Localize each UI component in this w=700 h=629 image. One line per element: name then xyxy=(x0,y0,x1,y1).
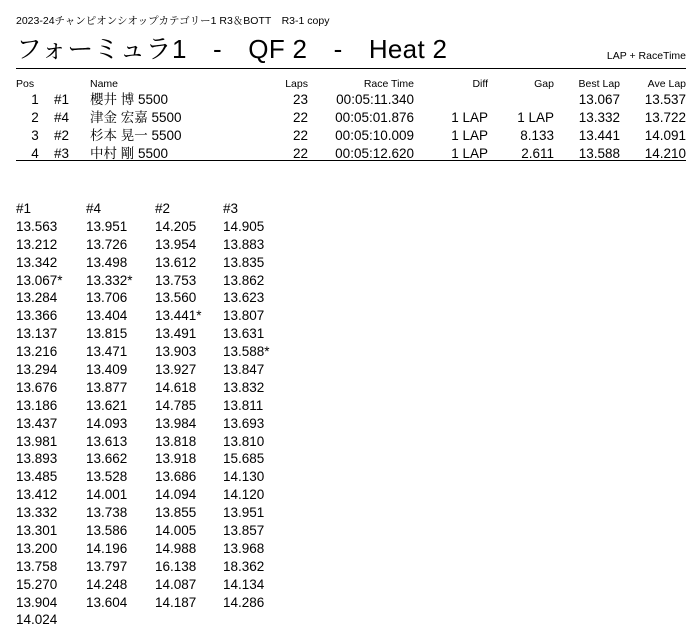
lap-time: 14.087 xyxy=(155,576,197,592)
lap-time: 13.332 xyxy=(16,505,58,521)
lap-column-car: #3 xyxy=(223,201,239,216)
result-laps: 22 xyxy=(292,146,308,161)
lap-time: 13.437 xyxy=(16,415,58,431)
lap-time: 14.785 xyxy=(155,397,197,413)
lap-column xyxy=(155,200,202,611)
lap-time: 14.120 xyxy=(223,487,265,503)
lap-time: 13.613 xyxy=(86,433,128,449)
lap-time: 14.134 xyxy=(223,576,265,592)
lap-time: 13.586 xyxy=(86,523,128,539)
lap-column-car: #1 xyxy=(16,201,32,216)
results-header-row xyxy=(16,78,686,91)
lap-column xyxy=(223,200,270,611)
lap-time: 13.855 xyxy=(155,505,197,521)
lap-time: 13.491 xyxy=(155,326,197,342)
lap-time: 13.903 xyxy=(155,344,197,360)
lap-time: 13.301 xyxy=(16,523,58,539)
result-diff: 1 LAP xyxy=(451,146,488,161)
lap-time: 13.498 xyxy=(86,254,128,270)
result-laps: 23 xyxy=(292,92,308,107)
lap-time: 13.212 xyxy=(16,236,58,252)
header-divider xyxy=(16,68,686,69)
result-gap: 2.611 xyxy=(521,146,554,161)
lap-time: 13.332* xyxy=(86,272,133,288)
result-best-lap: 13.332 xyxy=(578,110,620,125)
result-pos: 1 xyxy=(31,92,39,107)
col-header-laps: Laps xyxy=(285,78,308,90)
result-ave-lap: 14.210 xyxy=(644,146,686,161)
lap-time: 13.981 xyxy=(16,433,58,449)
results-row xyxy=(16,91,686,109)
lap-column-car: #2 xyxy=(155,201,171,216)
col-header-name: Name xyxy=(90,78,119,90)
result-car-number: #4 xyxy=(54,110,70,125)
lap-time: 13.951 xyxy=(223,505,265,521)
result-diff: 1 LAP xyxy=(451,128,488,143)
results-divider xyxy=(16,160,686,161)
lap-time: 13.810 xyxy=(223,433,265,449)
lap-time: 13.441* xyxy=(155,308,202,324)
lap-time: 13.832 xyxy=(223,379,265,395)
lap-time: 13.893 xyxy=(16,451,58,467)
result-ave-lap: 13.722 xyxy=(644,110,686,125)
lap-time: 13.954 xyxy=(155,236,197,252)
result-driver-name: 中村 剛 5500 xyxy=(90,146,169,161)
lap-time: 13.797 xyxy=(86,558,128,574)
lap-time: 13.284 xyxy=(16,290,58,306)
lap-time: 13.883 xyxy=(223,236,265,252)
lap-time: 13.676 xyxy=(16,379,58,395)
lap-time: 13.984 xyxy=(155,415,197,431)
lap-time: 13.862 xyxy=(223,272,265,288)
result-race-time: 00:05:01.876 xyxy=(335,110,414,125)
lap-time: 15.685 xyxy=(223,451,265,467)
lap-time: 13.847 xyxy=(223,362,265,378)
lap-time: 13.857 xyxy=(223,523,265,539)
lap-time: 14.905 xyxy=(223,218,265,234)
lap-time: 13.968 xyxy=(223,540,265,556)
lap-time: 13.662 xyxy=(86,451,128,467)
results-row xyxy=(16,109,686,127)
lap-time: 13.137 xyxy=(16,326,58,342)
lap-time: 13.409 xyxy=(86,362,128,378)
lap-time: 13.753 xyxy=(155,272,197,288)
result-gap: 8.133 xyxy=(520,128,554,143)
lap-time: 13.342 xyxy=(16,254,58,270)
lap-column-car: #4 xyxy=(86,201,102,216)
lap-time: 14.005 xyxy=(155,523,197,539)
result-pos: 2 xyxy=(31,110,39,125)
result-best-lap: 13.067 xyxy=(578,92,620,107)
lap-time: 14.196 xyxy=(86,540,128,556)
lap-time: 13.560 xyxy=(155,290,197,306)
lap-time: 14.093 xyxy=(86,415,128,431)
lap-time: 13.404 xyxy=(86,308,128,324)
result-ave-lap: 14.091 xyxy=(644,128,686,143)
lap-time: 14.001 xyxy=(86,487,128,503)
lap-time: 13.186 xyxy=(16,397,58,413)
result-diff: 1 LAP xyxy=(451,110,488,125)
result-laps: 22 xyxy=(292,110,308,125)
lap-time: 13.471 xyxy=(86,344,128,360)
lap-time: 13.835 xyxy=(223,254,265,270)
lap-time: 14.094 xyxy=(155,487,197,503)
result-driver-name: 杉本 晃一 5500 xyxy=(90,128,182,143)
lap-time: 15.270 xyxy=(16,576,58,592)
page-title: フォーミュラ1 - QF 2 - Heat 2 xyxy=(16,34,448,64)
lap-time: 14.248 xyxy=(86,576,128,592)
lap-time: 14.187 xyxy=(155,594,197,610)
lap-time: 14.130 xyxy=(223,469,265,485)
result-driver-name: 櫻井 博 5500 xyxy=(90,92,169,107)
lap-time: 13.693 xyxy=(223,415,265,431)
lap-time: 14.988 xyxy=(155,540,197,556)
lap-time: 13.621 xyxy=(86,397,128,413)
result-race-time: 00:05:11.340 xyxy=(336,92,414,107)
lap-time: 13.588* xyxy=(223,344,270,360)
lap-time: 13.294 xyxy=(16,362,58,378)
result-car-number: #3 xyxy=(54,146,70,161)
lap-time: 13.612 xyxy=(155,254,197,270)
result-best-lap: 13.588 xyxy=(578,146,620,161)
result-ave-lap: 13.537 xyxy=(644,92,686,107)
lap-time: 13.818 xyxy=(155,433,197,449)
result-gap xyxy=(488,91,554,109)
lap-time: 13.738 xyxy=(86,505,128,521)
lap-column xyxy=(16,200,63,629)
lap-time: 14.024 xyxy=(16,612,58,628)
lap-time: 13.815 xyxy=(86,326,128,342)
col-header-pos: Pos xyxy=(16,78,35,90)
col-header-diff: Diff xyxy=(472,78,488,90)
lap-time: 13.927 xyxy=(155,362,197,378)
col-header-ave-lap: Ave Lap xyxy=(647,78,686,90)
results-row xyxy=(16,127,686,145)
result-best-lap: 13.441 xyxy=(578,128,620,143)
lap-time: 13.623 xyxy=(223,290,265,306)
lap-time: 14.618 xyxy=(155,379,197,395)
lap-time: 14.205 xyxy=(155,218,197,234)
result-race-time: 00:05:12.620 xyxy=(335,146,414,161)
lap-time: 16.138 xyxy=(155,558,197,574)
col-header-gap: Gap xyxy=(534,78,554,90)
event-subtitle: 2023-24チャンピオンシオップカテゴリー1 R3＆BOTT R3-1 copy xyxy=(16,15,330,27)
lap-time: 13.412 xyxy=(16,487,58,503)
report-type-label: LAP + RaceTime xyxy=(606,50,686,62)
lap-time: 13.067* xyxy=(16,272,63,288)
lap-time: 13.807 xyxy=(223,308,265,324)
lap-time: 13.758 xyxy=(16,558,58,574)
lap-time: 13.951 xyxy=(86,218,128,234)
result-car-number: #1 xyxy=(54,92,70,107)
lap-time: 13.726 xyxy=(86,236,128,252)
lap-time: 13.563 xyxy=(16,218,58,234)
lap-time: 13.686 xyxy=(155,469,197,485)
lap-time: 13.877 xyxy=(86,379,128,395)
lap-time: 13.200 xyxy=(16,540,58,556)
lap-time: 18.362 xyxy=(223,558,265,574)
lap-time: 13.904 xyxy=(16,594,58,610)
result-pos: 4 xyxy=(31,146,39,161)
lap-time: 13.631 xyxy=(223,326,265,342)
result-pos: 3 xyxy=(31,128,39,143)
result-race-time: 00:05:10.009 xyxy=(335,128,414,143)
col-header-best-lap: Best Lap xyxy=(578,78,620,90)
result-car-number: #2 xyxy=(54,128,70,143)
lap-time: 13.366 xyxy=(16,308,58,324)
lap-time: 13.485 xyxy=(16,469,58,485)
result-gap: 1 LAP xyxy=(517,110,554,125)
result-laps: 22 xyxy=(292,128,308,143)
results-table xyxy=(16,78,686,163)
lap-time: 13.528 xyxy=(86,469,128,485)
result-diff xyxy=(414,91,488,109)
lap-time: 13.706 xyxy=(86,290,128,306)
col-header-race-time: Race Time xyxy=(363,78,414,90)
lap-time: 13.216 xyxy=(16,344,58,360)
lap-time: 13.604 xyxy=(86,594,128,610)
lap-time: 14.286 xyxy=(223,594,265,610)
lap-column xyxy=(86,200,133,611)
result-driver-name: 津金 宏嘉 5500 xyxy=(90,110,182,125)
lap-time: 13.918 xyxy=(155,451,197,467)
lap-time: 13.811 xyxy=(223,397,264,413)
